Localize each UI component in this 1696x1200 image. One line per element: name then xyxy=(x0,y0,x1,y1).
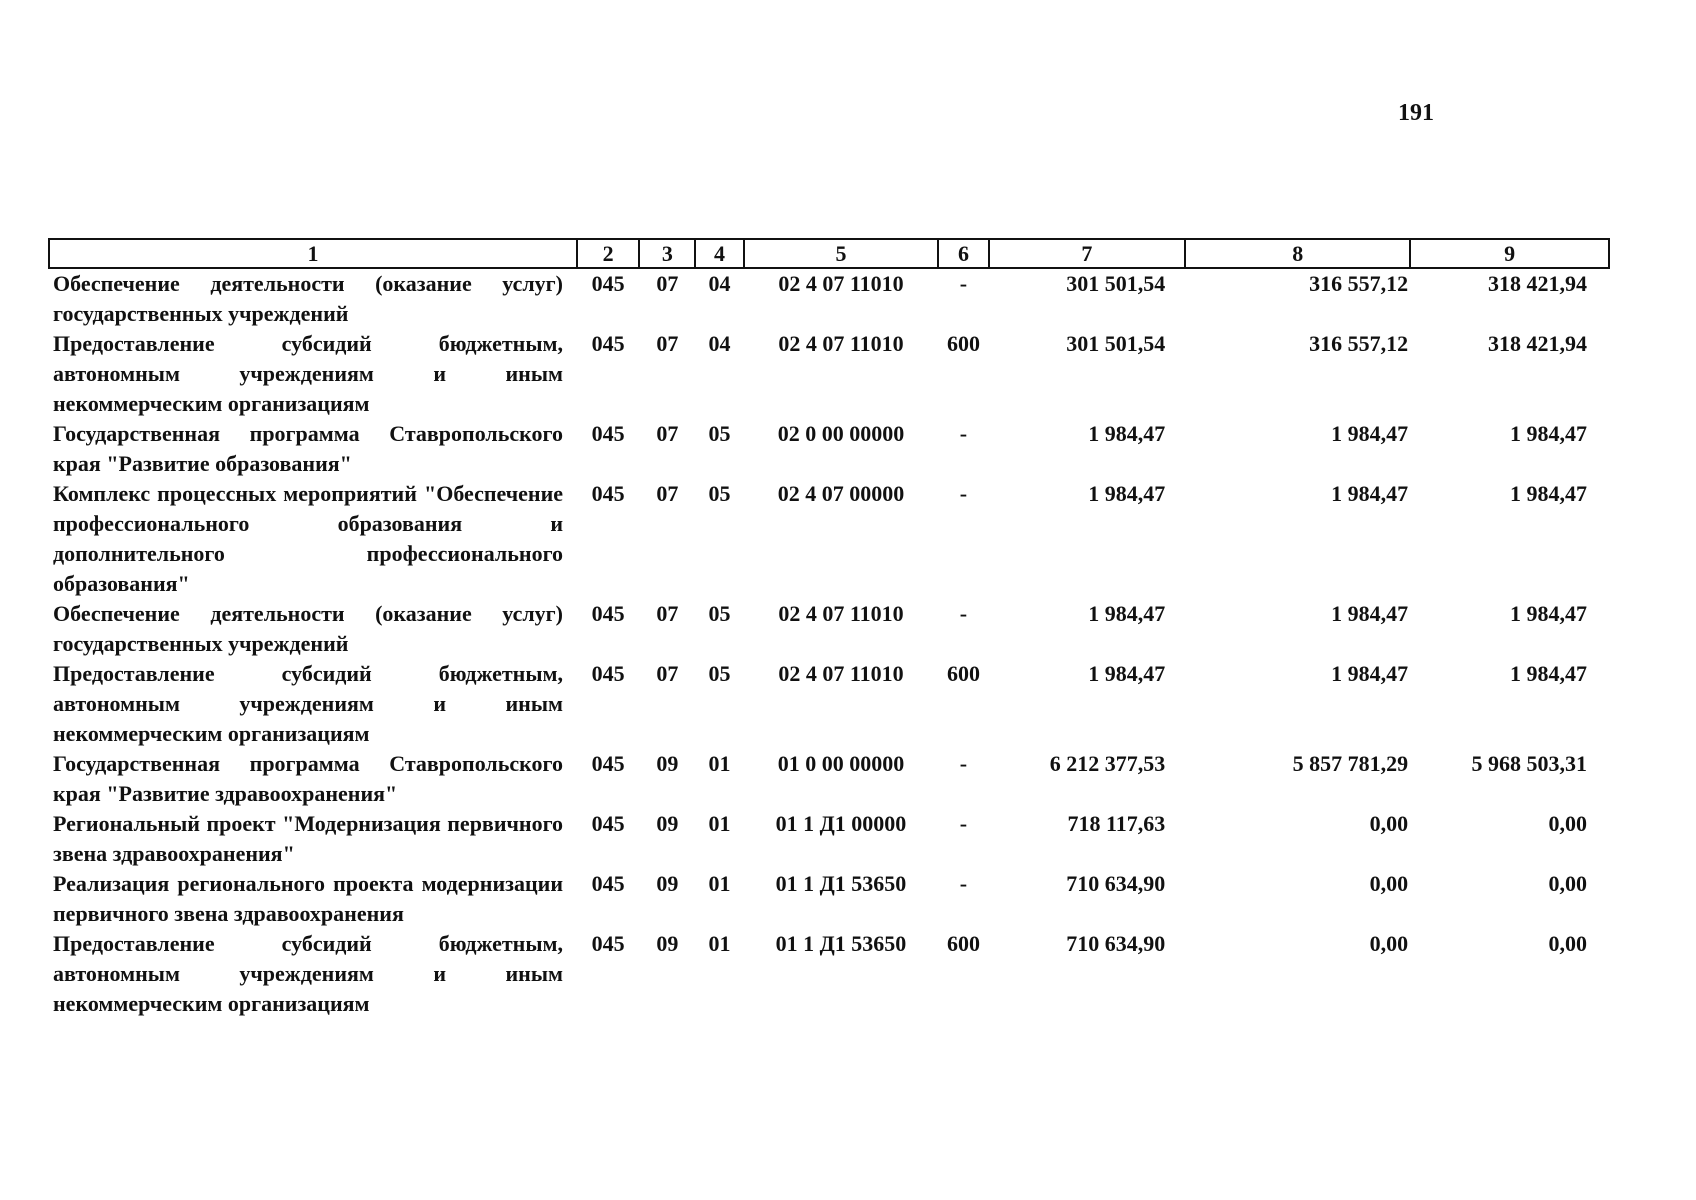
row-name: Государственная программа Ставропольского края "Развитие образования" xyxy=(53,421,564,476)
row-grbs-code: 045 xyxy=(591,421,625,446)
row-grbs-code: 045 xyxy=(591,751,625,776)
row-section-code: 09 xyxy=(656,751,679,776)
table-row xyxy=(49,268,1609,329)
row-amount-col7: 710 634,90 xyxy=(1066,871,1166,896)
row-target-article-code: 02 4 07 11010 xyxy=(778,601,904,626)
row-name: Обеспечение деятельности (оказание услуг) государственных учреждений xyxy=(53,271,564,326)
row-subsection-code: 04 xyxy=(708,331,731,356)
row-expense-type-code: - xyxy=(959,421,968,446)
row-target-article-code: 02 0 00 00000 xyxy=(777,421,905,446)
column-header-2: 2 xyxy=(577,239,639,268)
table-row xyxy=(49,419,1609,479)
column-header-4: 4 xyxy=(695,239,743,268)
row-grbs-code: 045 xyxy=(591,871,625,896)
row-subsection-code: 05 xyxy=(708,481,731,506)
column-header-1: 1 xyxy=(49,239,577,268)
row-target-article-code: 02 4 07 00000 xyxy=(777,481,905,506)
row-target-article-code: 01 1 Д1 53650 xyxy=(775,871,907,896)
table-row xyxy=(49,809,1609,869)
row-grbs-code: 045 xyxy=(591,481,625,506)
column-header-3: 3 xyxy=(639,239,695,268)
row-amount-col9: 318 421,94 xyxy=(1488,331,1587,356)
row-expense-type-code: - xyxy=(959,481,968,506)
row-amount-col9: 1 984,47 xyxy=(1510,661,1587,686)
row-section-code: 09 xyxy=(656,811,679,836)
table-row xyxy=(49,749,1609,809)
row-section-code: 09 xyxy=(656,871,679,896)
row-name: Комплекс процессных мероприятий "Обеспечение профессионального образования и дополнительного профессионального образования" xyxy=(53,481,564,596)
row-section-code: 09 xyxy=(656,931,679,956)
row-amount-col8: 5 857 781,29 xyxy=(1292,751,1409,776)
row-expense-type-code: - xyxy=(959,871,968,896)
row-subsection-code: 01 xyxy=(708,751,731,776)
row-grbs-code: 045 xyxy=(591,931,625,956)
row-amount-col9: 1 984,47 xyxy=(1510,481,1587,506)
page-number: 191 xyxy=(1398,100,1434,126)
table-header xyxy=(49,239,1609,268)
row-name: Предоставление субсидий бюджетным, автономным учреждениям и иным некоммерческим организациям xyxy=(53,931,564,1016)
row-amount-col8: 0,00 xyxy=(1369,811,1409,836)
row-grbs-code: 045 xyxy=(591,811,625,836)
row-amount-col9: 1 984,47 xyxy=(1510,421,1587,446)
row-amount-col8: 316 557,12 xyxy=(1309,331,1409,356)
row-amount-col7: 6 212 377,53 xyxy=(1049,751,1166,776)
row-amount-col7: 1 984,47 xyxy=(1088,481,1166,506)
row-expense-type-code: 600 xyxy=(946,931,980,956)
column-header-5: 5 xyxy=(744,239,939,268)
row-name: Государственная программа Ставропольского края "Развитие здравоохранения" xyxy=(53,751,564,806)
row-amount-col9: 0,00 xyxy=(1548,931,1587,956)
column-header-9: 9 xyxy=(1410,239,1609,268)
row-amount-col7: 301 501,54 xyxy=(1066,331,1166,356)
row-expense-type-code: - xyxy=(959,751,968,776)
row-name: Обеспечение деятельности (оказание услуг) государственных учреждений xyxy=(53,601,564,656)
row-amount-col8: 1 984,47 xyxy=(1331,601,1409,626)
row-amount-col8: 0,00 xyxy=(1369,871,1409,896)
row-amount-col9: 0,00 xyxy=(1548,871,1587,896)
row-amount-col8: 1 984,47 xyxy=(1331,481,1409,506)
row-grbs-code: 045 xyxy=(591,661,625,686)
row-section-code: 07 xyxy=(656,601,679,626)
row-grbs-code: 045 xyxy=(591,601,625,626)
row-amount-col8: 0,00 xyxy=(1369,931,1409,956)
row-expense-type-code: - xyxy=(959,811,968,836)
column-header-7: 7 xyxy=(989,239,1186,268)
table-body xyxy=(49,268,1609,1019)
table-row xyxy=(49,869,1609,929)
row-section-code: 07 xyxy=(656,271,679,296)
row-section-code: 07 xyxy=(656,421,679,446)
table-row xyxy=(49,659,1609,749)
row-subsection-code: 01 xyxy=(708,811,731,836)
row-amount-col9: 5 968 503,31 xyxy=(1471,751,1587,776)
row-target-article-code: 02 4 07 11010 xyxy=(778,271,904,296)
row-expense-type-code: 600 xyxy=(946,661,980,686)
row-amount-col8: 316 557,12 xyxy=(1309,271,1409,296)
row-amount-col7: 1 984,47 xyxy=(1088,421,1166,446)
row-amount-col8: 1 984,47 xyxy=(1331,661,1409,686)
row-target-article-code: 01 0 00 00000 xyxy=(777,751,905,776)
row-amount-col7: 1 984,47 xyxy=(1088,661,1166,686)
row-subsection-code: 04 xyxy=(708,271,731,296)
table-row xyxy=(49,329,1609,419)
column-header-6: 6 xyxy=(938,239,988,268)
table-row xyxy=(49,929,1609,1019)
row-amount-col7: 301 501,54 xyxy=(1066,271,1166,296)
table-row xyxy=(49,599,1609,659)
row-subsection-code: 05 xyxy=(708,601,731,626)
row-amount-col7: 1 984,47 xyxy=(1088,601,1166,626)
row-name: Региональный проект "Модернизация первичного звена здравоохранения" xyxy=(53,811,564,866)
budget-table xyxy=(48,238,1610,1019)
row-target-article-code: 01 1 Д1 00000 xyxy=(775,811,907,836)
column-header-8: 8 xyxy=(1185,239,1410,268)
row-amount-col8: 1 984,47 xyxy=(1331,421,1409,446)
row-amount-col7: 710 634,90 xyxy=(1066,931,1166,956)
row-name: Предоставление субсидий бюджетным, автономным учреждениям и иным некоммерческим организациям xyxy=(53,661,564,746)
row-section-code: 07 xyxy=(656,481,679,506)
row-grbs-code: 045 xyxy=(591,331,625,356)
row-target-article-code: 02 4 07 11010 xyxy=(778,331,904,356)
row-name: Предоставление субсидий бюджетным, автономным учреждениям и иным некоммерческим организациям xyxy=(53,331,564,416)
row-subsection-code: 05 xyxy=(708,421,731,446)
row-grbs-code: 045 xyxy=(591,271,625,296)
row-amount-col9: 318 421,94 xyxy=(1488,271,1587,296)
row-section-code: 07 xyxy=(656,661,679,686)
row-expense-type-code: - xyxy=(959,601,968,626)
row-name: Реализация регионального проекта модернизации первичного звена здравоохранения xyxy=(53,871,564,926)
row-amount-col9: 0,00 xyxy=(1548,811,1587,836)
table-row xyxy=(49,479,1609,599)
row-target-article-code: 01 1 Д1 53650 xyxy=(775,931,907,956)
row-expense-type-code: 600 xyxy=(946,331,980,356)
row-section-code: 07 xyxy=(656,331,679,356)
row-target-article-code: 02 4 07 11010 xyxy=(778,661,904,686)
row-expense-type-code: - xyxy=(959,271,968,296)
row-subsection-code: 01 xyxy=(708,871,731,896)
row-amount-col7: 718 117,63 xyxy=(1067,811,1166,836)
row-amount-col9: 1 984,47 xyxy=(1510,601,1587,626)
row-subsection-code: 05 xyxy=(708,661,731,686)
row-subsection-code: 01 xyxy=(708,931,731,956)
